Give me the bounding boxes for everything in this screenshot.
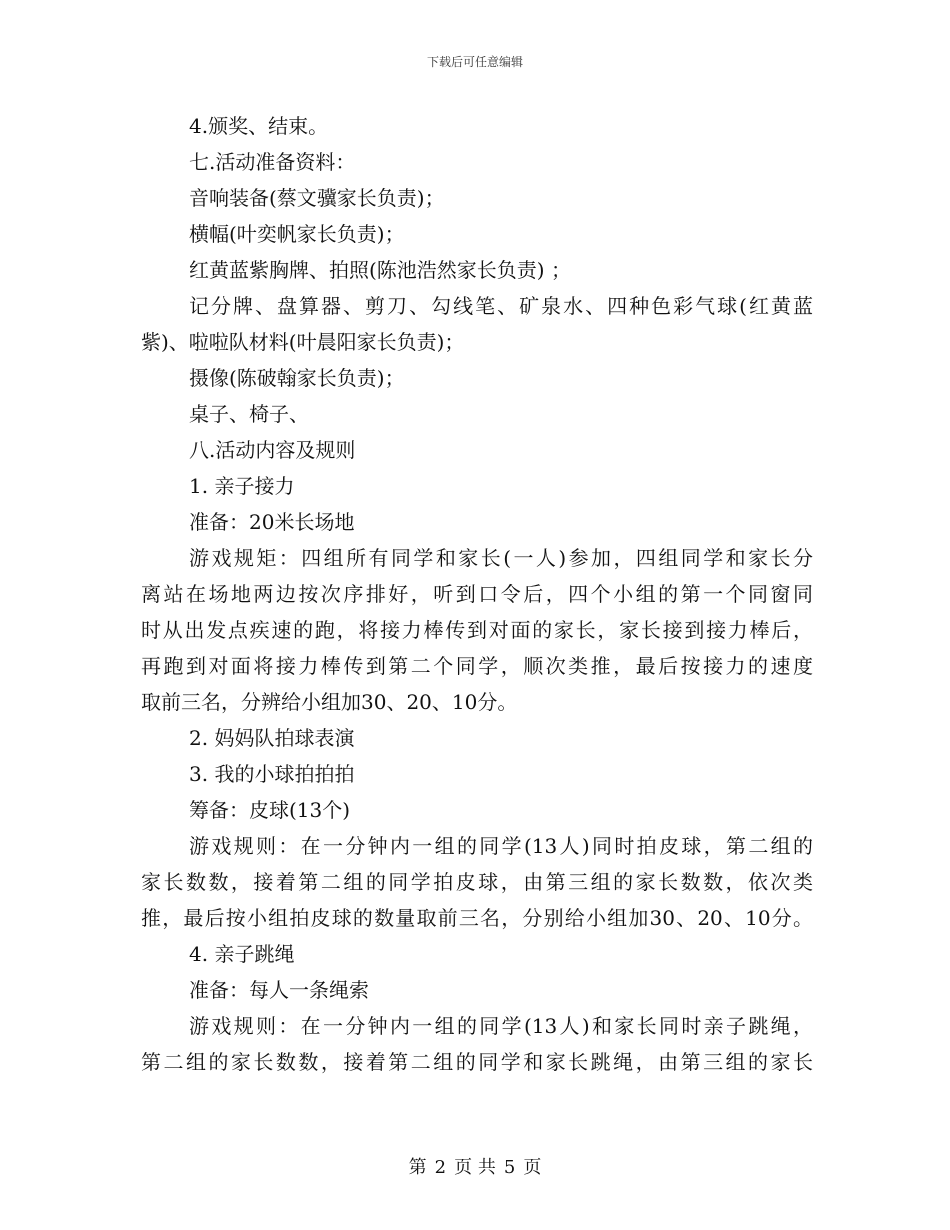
text-line: 3. 我的小球拍拍拍 bbox=[189, 762, 355, 786]
text-line: 游戏规则：在一分钟内一组的同学(13人)和家长同时亲子跳绳， bbox=[189, 1014, 813, 1038]
text-line: 游戏规矩：四组所有同学和家长(一人)参加，四组同学和家长分 bbox=[189, 546, 813, 570]
text-line: 红黄蓝紫胸牌、拍照(陈池浩然家长负责) ； bbox=[189, 258, 571, 282]
page-label-mid: 页 共 bbox=[454, 1157, 496, 1178]
text-line: 1. 亲子接力 bbox=[189, 474, 295, 498]
page-label-prefix: 第 bbox=[408, 1157, 427, 1178]
text-line: 记分牌、盘算器、剪刀、勾线笔、矿泉水、四种色彩气球(红黄蓝 bbox=[189, 294, 813, 318]
text-line: 第二组的家长数数，接着第二组的同学和家长跳绳，由第三组的家长 bbox=[141, 1050, 813, 1074]
page-footer bbox=[0, 1153, 950, 1179]
text-line: 家长数数，接着第二组的同学拍皮球，由第三组的家长数数，依次类 bbox=[141, 870, 813, 894]
text-line: 取前三名，分辨给小组加30、20、10分。 bbox=[141, 690, 518, 714]
text-line: 七.活动准备资料： bbox=[189, 150, 356, 174]
document-body bbox=[141, 108, 813, 1080]
text-line: 推，最后按小组拍皮球的数量取前三名，分别给小组加30、20、10分。 bbox=[141, 906, 813, 930]
text-line: 时从出发点疾速的跑，将接力棒传到对面的家长，家长接到接力棒后， bbox=[141, 618, 813, 642]
text-line: 音响装备(蔡文骥家长负责)； bbox=[189, 186, 445, 210]
page-header: 下载后可任意编辑 bbox=[426, 55, 523, 69]
text-line: 离站在场地两边按次序排好，听到口令后，四个小组的第一个同窗同 bbox=[141, 582, 813, 606]
text-line: 摄像(陈破翰家长负责)； bbox=[189, 366, 405, 390]
text-line: 桌子、椅子、 bbox=[189, 402, 309, 426]
total-pages-number: 5 bbox=[503, 1157, 516, 1178]
page-label-suffix: 页 bbox=[523, 1157, 542, 1178]
text-line: 准备：每人一条绳索 bbox=[189, 978, 369, 1002]
text-line: 准备：20米长场地 bbox=[189, 510, 355, 534]
current-page-number: 2 bbox=[434, 1157, 447, 1178]
text-line: 八.活动内容及规则 bbox=[189, 438, 356, 462]
text-line: 紫)、啦啦队材料(叶晨阳家长负责)； bbox=[141, 330, 465, 354]
text-line: 4.颁奖、结束。 bbox=[189, 114, 329, 138]
text-line: 2. 妈妈队拍球表演 bbox=[189, 726, 355, 750]
text-line: 游戏规则：在一分钟内一组的同学(13人)同时拍皮球，第二组的 bbox=[189, 834, 813, 858]
text-line: 4. 亲子跳绳 bbox=[189, 942, 295, 966]
text-line: 再跑到对面将接力棒传到第二个同学，顺次类推，最后按接力的速度 bbox=[141, 654, 813, 678]
text-line: 筹备：皮球(13个) bbox=[189, 798, 351, 822]
text-line: 横幅(叶奕帆家长负责)； bbox=[189, 222, 405, 246]
